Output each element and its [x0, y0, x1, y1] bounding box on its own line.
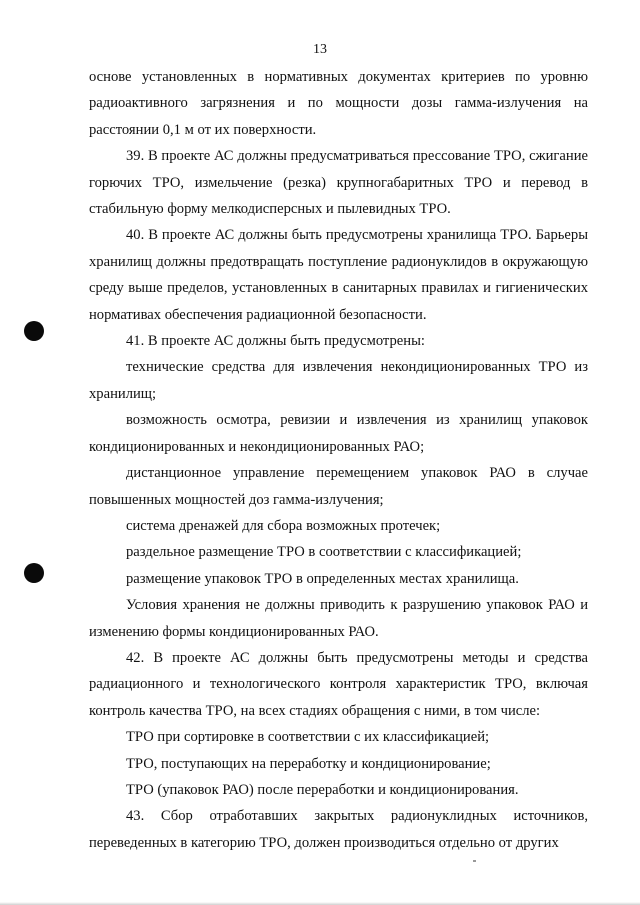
- scan-artifact: [473, 860, 476, 862]
- punch-hole: [24, 563, 44, 583]
- list-item: размещение упаковок ТРО в определенных местах хранилища.: [126, 570, 519, 587]
- list-item: ТРО (упаковок РАО) после переработки и кондиционирования.: [126, 781, 519, 798]
- paragraph: Условия хранения не должны приводить к разрушению упаковок РАО и изменению формы кондиционированных РАО.: [89, 597, 588, 640]
- paragraph-item-41: 41. В проекте АС должны быть предусмотрены:: [126, 333, 425, 350]
- document-body: [89, 64, 588, 856]
- paragraph: основе установленных в нормативных документах критериев по уровню радиоактивного загрязнения и по мощности дозы гамма-излучения на расстоянии 0,1 м от их поверхности.: [89, 69, 588, 138]
- paragraph-item-43: 43. Сбор отработавших закрытых радионуклидных источников, переведенных в категорию ТРО, должен производиться отдельно от других: [89, 808, 588, 851]
- list-item: технические средства для извлечения некондиционированных ТРО из хранилищ;: [89, 359, 588, 402]
- list-item: дистанционное управление перемещением упаковок РАО в случае повышенных мощностей доз гамма-излучения;: [89, 465, 588, 508]
- punch-hole: [24, 321, 44, 341]
- list-item: возможность осмотра, ревизии и извлечения из хранилищ упаковок кондиционированных и некондиционированных РАО;: [89, 412, 588, 455]
- list-item: ТРО, поступающих на переработку и кондиционирование;: [126, 755, 491, 772]
- list-item: ТРО при сортировке в соответствии с их классификацией;: [126, 729, 490, 746]
- paragraph-item-40: 40. В проекте АС должны быть предусмотрены хранилища ТРО. Барьеры хранилищ должны предотвращать поступление радионуклидов в окружающую среду выше пределов, установленных в санитарных правилах и гигиенических нормативах обеспечения радиационной безопасности.: [89, 227, 588, 323]
- paragraph-item-39: 39. В проекте АС должны предусматриваться прессование ТРО, сжигание горючих ТРО, измельчение (резка) крупногабаритных ТРО и перевод в стабильную форму мелкодисперсных и пылевидных ТРО.: [89, 148, 588, 218]
- page-number: 13: [313, 42, 327, 57]
- list-item: раздельное размещение ТРО в соответствии с классификацией;: [126, 544, 522, 561]
- paragraph-item-42: 42. В проекте АС должны быть предусмотрены методы и средства радиационного и технологического контроля характеристик ТРО, включая контроль качества ТРО, на всех стадиях обращения с ними, в том числе:: [89, 649, 588, 719]
- list-item: система дренажей для сбора возможных протечек;: [126, 517, 441, 534]
